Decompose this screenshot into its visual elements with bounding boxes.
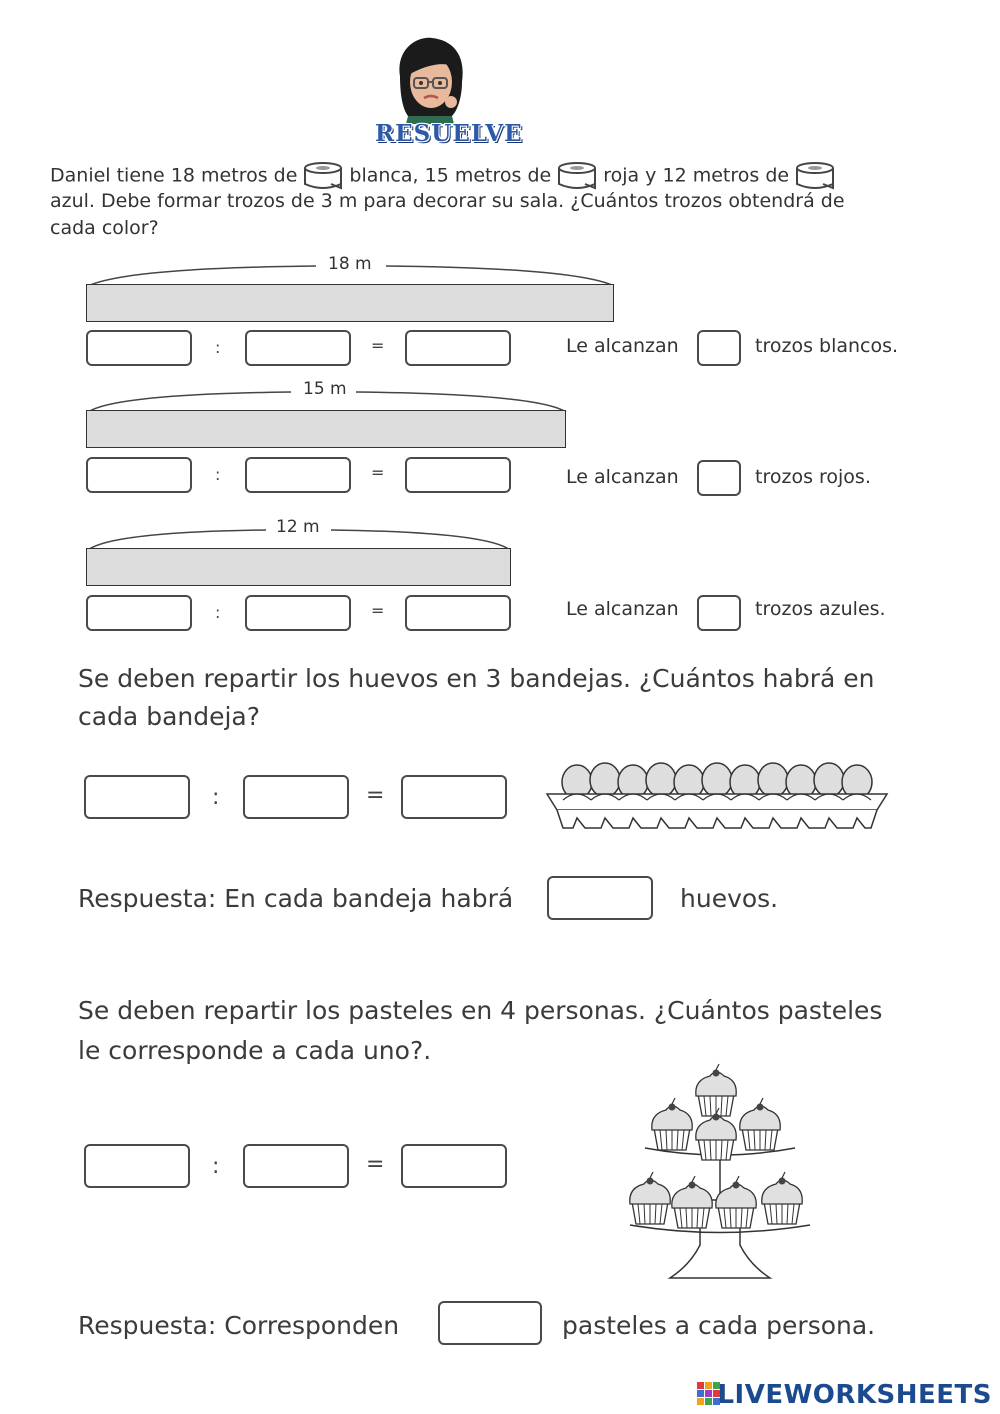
answer-prefix: Le alcanzan (566, 335, 679, 357)
problem3-line1: Se deben repartir los pasteles en 4 personas. ¿Cuántos pasteles (78, 996, 883, 1025)
problem3-answer-suffix: pasteles a cada persona. (562, 1311, 876, 1340)
dividend-input[interactable] (86, 595, 192, 631)
divisor-input[interactable] (243, 1144, 349, 1188)
divide-sign: : (215, 603, 221, 622)
divisor-input[interactable] (245, 330, 351, 366)
equals-sign: = (366, 783, 385, 808)
answer-prefix: Le alcanzan (566, 598, 679, 620)
quotient-input[interactable] (401, 775, 507, 819)
page-title: RESUELVE (375, 120, 523, 147)
divide-sign: : (215, 338, 221, 357)
quotient-input[interactable] (405, 595, 511, 631)
answer-prefix: Le alcanzan (566, 466, 679, 488)
equals-sign: = (371, 601, 385, 620)
problem3-answer-prefix: Respuesta: Corresponden (78, 1311, 400, 1340)
quotient-input[interactable] (401, 1144, 507, 1188)
problem2-line1: Se deben repartir los huevos en 3 bandejas. ¿Cuántos habrá en (78, 664, 875, 693)
equals-sign: = (371, 463, 385, 482)
problem1-line3: cada color? (50, 217, 159, 239)
problem1-line1: Daniel tiene 18 metros de blanca, 15 metros de roja y 12 metros de (50, 162, 841, 190)
dividend-input[interactable] (86, 457, 192, 493)
ribbon-bar-blue (86, 548, 511, 586)
divide-sign: : (215, 465, 221, 484)
measure-label: 12 m (276, 517, 320, 537)
divisor-input[interactable] (245, 457, 351, 493)
ribbon-bar-red (86, 410, 566, 448)
equals-sign: = (371, 336, 385, 355)
answer-input-red[interactable] (697, 460, 741, 496)
ribbon-roll-icon (793, 162, 837, 190)
answer-input-blue[interactable] (697, 595, 741, 631)
measure-label: 18 m (328, 254, 372, 274)
problem2-line2: cada bandeja? (78, 702, 261, 731)
quotient-input[interactable] (405, 457, 511, 493)
measure-label: 15 m (303, 379, 347, 399)
ribbon-bar-white (86, 284, 614, 322)
equals-sign: = (366, 1152, 385, 1177)
answer-suffix: trozos rojos. (755, 466, 871, 488)
eggs-answer-input[interactable] (547, 876, 653, 920)
dividend-input[interactable] (84, 1144, 190, 1188)
problem1-line2: azul. Debe formar trozos de 3 m para decorar su sala. ¿Cuántos trozos obtendrá de (50, 190, 845, 212)
answer-suffix: trozos blancos. (755, 335, 899, 357)
problem2-answer-prefix: Respuesta: En cada bandeja habrá (78, 884, 514, 913)
liveworksheets-brand: LIVEWORKSHEETS (717, 1380, 992, 1410)
pasteles-answer-input[interactable] (438, 1301, 542, 1345)
answer-input-white[interactable] (697, 330, 741, 366)
ribbon-roll-icon (301, 162, 345, 190)
dividend-input[interactable] (86, 330, 192, 366)
dividend-input[interactable] (84, 775, 190, 819)
answer-suffix: trozos azules. (755, 598, 886, 620)
problem3-line2: le corresponde a cada uno?. (78, 1036, 432, 1065)
egg-tray-icon (545, 758, 889, 834)
divide-sign: : (212, 1154, 220, 1179)
divide-sign: : (212, 785, 220, 810)
quotient-input[interactable] (405, 330, 511, 366)
divisor-input[interactable] (243, 775, 349, 819)
ribbon-roll-icon (555, 162, 599, 190)
teacher-avatar-icon (388, 36, 472, 124)
cupcake-stand-icon (620, 1050, 820, 1282)
problem2-answer-suffix: huevos. (680, 884, 779, 913)
divisor-input[interactable] (245, 595, 351, 631)
